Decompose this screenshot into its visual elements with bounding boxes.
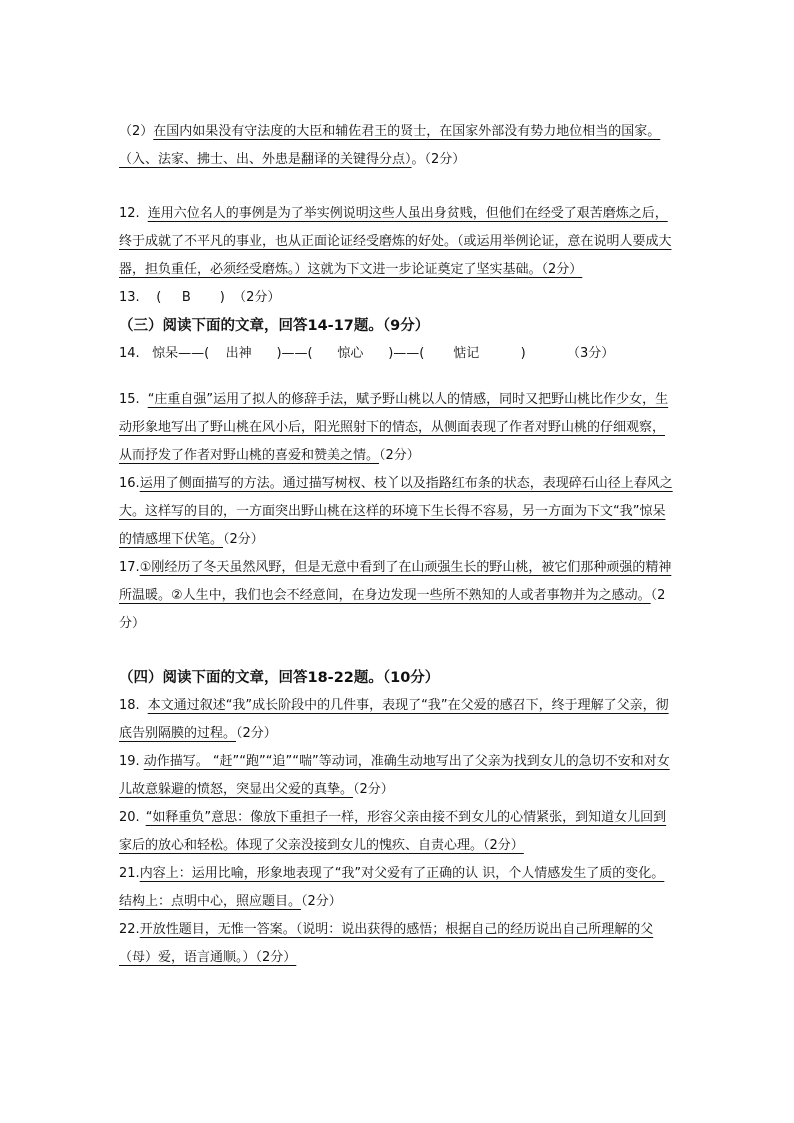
answer-text: 在国内如果没有守法度的大臣和辅佐君王的贤士，在国家外部没有势力地位相当的国家。（入、法家、拂士、出、外患是翻译的关键得分点） xyxy=(119,124,661,167)
answer-19 xyxy=(119,748,675,804)
answer-18 xyxy=(119,692,675,748)
answer-number: 16. xyxy=(119,476,140,491)
answer-text: “如释重负”意思：像放下重担子一样，形容父亲由接不到女儿的心情紧张，到知道女儿回到家后的放心和轻松。体现了父亲没接到女儿的愧疚、自责心理。（2分） xyxy=(119,810,667,853)
answer-number: 18. xyxy=(119,698,140,713)
answer-text: 动作描写。 “赶”“跑”“追”“喘”等动词，准确生动地写出了父亲为找到女儿的急切不安和对女儿故意躲避的愤怒，突显出父爱的真挚。 xyxy=(119,754,670,797)
answer-text: 开放性题目，无惟一答案。（说明：说出获得的感悟；根据自己的经历说出自己所理解的父（母）爱，语言通顺。）（2分） xyxy=(119,922,654,965)
section-4-heading: （四）阅读下面的文章，回答18-22题。（10分） xyxy=(119,670,440,686)
answer-text: 运用了侧面描写的方法。通过描写树杈、枝丫以及指路红布条的状态，表现碎石山径上春风之大。这样写的目的，一方面突出野山桃在这样的环境下生长得不容易，另一方面为下文“我”惊呆的情感埋下伏笔。 xyxy=(119,476,673,547)
answer-number: 21. xyxy=(119,866,140,881)
answer-14: 14. 惊呆——( 出神 )——( 惊心 )——( 惦记 ) （3分） xyxy=(119,346,615,361)
answer-16 xyxy=(119,470,675,554)
score-note: （2分） xyxy=(236,726,277,741)
answer-key-page xyxy=(119,118,675,972)
answer-20 xyxy=(119,804,675,860)
answer-text: 本文通过叙述“我”成长阶段中的几件事，表现了“我”在父爱的感召下，终于理解了父亲，彻底告别隔膜的过程。 xyxy=(119,698,669,741)
score-note: （2分） xyxy=(301,894,342,909)
answer-number: 19. xyxy=(119,754,140,769)
answer-12 xyxy=(119,200,675,284)
answer-22 xyxy=(119,916,675,972)
score-note: 。（2分） xyxy=(411,152,466,167)
answer-number: 15. xyxy=(119,392,140,407)
score-note: （2分） xyxy=(119,588,666,631)
answer-number: 12. xyxy=(119,206,140,221)
answer-text: 连用六位名人的事例是为了举实例说明这些人虽出身贫贱，但他们在经受了艰苦磨炼之后，终于成就了不平凡的事业，也从正面论证经受磨炼的好处。（或运用举例论证，意在说明人要成大器，担负重任，必须经受磨炼。）这就为下文进一步论证奠定了坚实基础。（2分） xyxy=(119,206,672,277)
answer-11-2 xyxy=(119,118,675,174)
score-note: （2分） xyxy=(353,782,394,797)
answer-text: “庄重自强”运用了拟人的修辞手法，赋予野山桃以人的情感，同时又把野山桃比作少女，生动形象地写出了野山桃在风小后，阳光照射下的情态，从侧面表现了作者对野山桃的仔细观察，从而抒发了作者对野山桃的喜爱和赞美之情。 xyxy=(119,392,669,463)
answer-text: ①刚经历了冬天虽然风野，但是无意中看到了在山顽强生长的野山桃，被它们那种顽强的精神所温暖。②人生中，我们也会不经意间，在身边发现一些所不熟知的人或者事物并为之感动。 xyxy=(119,560,672,603)
section-3-heading: （三）阅读下面的文章，回答14-17题。（9分） xyxy=(119,318,430,334)
answer-21 xyxy=(119,860,675,916)
answer-text: 内容上：运用比喻，形象地表现了“我”对父爱有了正确的认 识，个人情感发生了质的变化。结构上：点明中心，照应题目。 xyxy=(119,866,665,909)
answer-17 xyxy=(119,554,675,638)
answer-15 xyxy=(119,386,675,470)
answer-number: （2） xyxy=(119,124,154,139)
answer-13: 13. ( B ) （2分） xyxy=(119,290,281,305)
answer-number: 20. xyxy=(119,810,140,825)
score-note: （2分） xyxy=(379,448,420,463)
score-note: （2分） xyxy=(223,532,264,547)
answer-number: 17. xyxy=(119,560,140,575)
answer-number: 22. xyxy=(119,922,140,937)
